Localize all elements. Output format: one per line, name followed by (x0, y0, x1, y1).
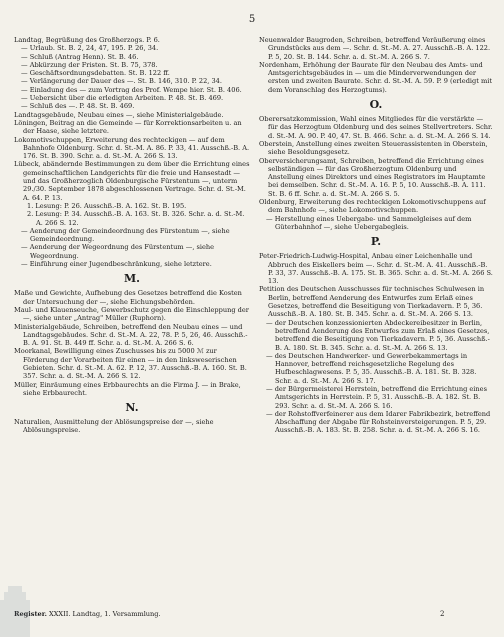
index-entry: — der Bürgermeisterei Herrstein, betreffend die Errichtung eines Amtsgerichts in Herrstein. P. 5, 31. Ausschß.-B. A. 182. St. B. 293. Schr. a. d. St.-M. A. 266 S. 16. (266, 384, 487, 410)
index-entry: Müller, Einräumung eines Erbbaurechts an die Firma J. — in Brake, siehe Erbbaurecht. (14, 380, 241, 397)
index-entry: Ministerialgebäude, Schreiben, betreffend den Neubau eines — und Landtagsgebäudes. Schr. d. St.-M. A. 22, 78. P. 5, 26, 46. Ausschß.-B. A. 91. St. B. 449 ff. Schr. a. d. St.-M. A. 266 S. 6. (14, 322, 248, 348)
index-entry: Neuenwalder Baugroden, Schreiben, betreffend Veräußerung eines Grundstücks aus dem —. Schr. d. St.-M. A. 27. Ausschß.-B. A. 122. P. 5, 20. St. B. 144. Schr. a. d. St.-M. A. 266 S. 7. (259, 36, 491, 61)
index-entry: — Geschäftsordnungsdebatten. St. B. 122 ff. (21, 69, 170, 78)
page-number: 5 (248, 14, 256, 25)
index-entry: 2. Lesung: P. 34. Ausschß.-B. A. 163. St. B. 326. Schr. a. d. St.-M. A. 266 S. 12. (27, 210, 245, 227)
footer-register (14, 610, 161, 618)
index-entry: Maul- und Klauenseuche, Gewerbschutz gegen die Einschleppung der —, siehe unter „Antrag" Müller (Ruphorn). (14, 305, 249, 323)
left-entries-l (14, 36, 250, 268)
index-entry: — der Deutschen konzessionierten Abdeckereibesitzer in Berlin, betreffend Aenderung des Entwurfes zum Erlaß eines Gesetzes, betreffend die Beseitigung von Tierkadavern. P. 5, 36. Ausschß.-B. A. 180. St. B. 345. Schr. a. d. St.-M. A. 266 S. 13. (266, 318, 490, 352)
index-entry: — Herstellung eines Uebergabe- und Sammelgleises auf dem Güterbahnhof —, siehe Uebergabegleis. (266, 214, 472, 231)
index-entry: Peter-Friedrich-Ludwig-Hospital, Anbau einer Leichenhalle und Abbruch des Eiskellers beim —. Schr. d. St.-M. A. 41. Ausschß.-B. P. 33, 37. Ausschß.-B. A. 175. St. B. 365. Schr. a. d. St.-M. A. 266 S. 13. (259, 252, 493, 286)
left-entries-n (14, 418, 250, 435)
index-entry: Naturalien, Ausmittelung der Ablösungspreise der —, siehe Ablösungspreise. (14, 418, 214, 435)
index-entry: — Abkürzung der Fristen. St. B. 75, 378. (21, 60, 158, 69)
right-column (259, 36, 493, 435)
session-label: XXXII. Landtag, 1. Versammlung. (49, 610, 161, 618)
index-entry: Oldenburg, Erweiterung des rechteckigen Lokomotivschuppens auf dem Bahnhofe —, siehe Lokomotivschuppen. (259, 198, 486, 215)
index-entry: Maße und Gewichte, Aufhebung des Gesetzes betreffend die Kosten der Untersuchung der —, siehe Eichungsbehörden. (14, 289, 242, 306)
index-entry: 1. Lesung: P. 26. Ausschß.-B. A. 162. St. B. 195. (27, 201, 187, 210)
right-entries-o (259, 115, 493, 231)
index-entry: — Aenderung der Wegeordnung des Fürstentum —, siehe Wegeordnung. (21, 243, 215, 260)
index-entry: Oberersatzkommission, Wahl eines Mitgliedes für die verstärkte — für das Herzogtum Oldenburg und des seines Stellvertreters. Schr. d. St.-M. A. 90. P. 40, 47. St. B. 466. Schr. a. d. St.-M. A. 266 S. 14. (259, 115, 493, 140)
sheet-number: 2 (440, 610, 445, 618)
index-entry: Löningen, Beitrag an die Gemeinde — für Korrektionsarbeiten u. an der Haase, siehe letztere. (14, 118, 242, 136)
index-entry: — Schluß (Antrag Henn). St. B. 46. (21, 52, 139, 61)
index-entry: Moorkanal, Bewilligung eines Zuschusses bis zu 5000 ℳ zur Förderung der Vorarbeiten für einen — in den linksweserischen Gebieten. Schr. d. St.-M. A. 62. P. 12, 37. Ausschß.-B. A. 160. St. B. 357. Schr. a. d. St.-M. A. 266 S. 12. (14, 347, 247, 381)
index-entry: — Verlängerung der Dauer des —. St. B. 146, 310. P. 22, 34. (21, 77, 222, 86)
index-entry: — Einladung des — zum Vortrag des Prof. Wempe hier. St. B. 406. (21, 85, 242, 94)
section-letter-o: O. (369, 98, 383, 112)
index-entry: — Schluß des —. P. 48. St. B. 469. (21, 102, 135, 111)
index-entry: — Aenderung der Gemeindeordnung des Fürstentum —, siehe Gemeindeordnung. (21, 226, 230, 244)
index-entry: Oberstein, Anstellung eines zweiten Steuerassistenten in Oberstein, siehe Besoldungsgesetz. (259, 139, 488, 157)
right-entries-p (259, 252, 493, 435)
left-column (14, 36, 250, 435)
section-letter-n: N. (125, 401, 139, 415)
index-entry: — des Deutschen Handwerker- und Gewerbekammertags in Hannover, betreffend reichsgesetzliche Regelung des Hufbeschlagwesens. P. 5, 35. Ausschß.-B. A. 181. St. B. 328. Schr. a. d. St.-M. A. 266 S. 17. (266, 351, 477, 385)
index-entry: Nordenham, Erhöhung der Baurate für den Neubau des Amts- und Amtsgerichtsgebäudes in — um die Minderverwendungen der ersten und zweiten Baurate. Schr. d. St.-M. A. 59. P. 9 (erledigt mit dem Voranschlag des Herzogtums). (259, 60, 493, 94)
index-entry: Landtagsgebäude, Neubau eines —, siehe Ministerialgebäude. (14, 110, 224, 119)
index-entry: — Urlaub. St. B. 2, 24, 47, 195. P. 26, 34. (21, 44, 159, 53)
index-entry: Lübeck, abändernde Bestimmungen zu dem über die Errichtung eines gemeinschaftlichen Landgerichts für die freie und Hansestadt — und das Großherzoglich Oldenburgische Fürstentum —, unterm 29./30. September 1878 abgeschlossenen Vertrage. Schr. d. St.-M. A. 64. P. 13. (14, 160, 250, 202)
register-label: Register. (14, 610, 47, 618)
right-entries-n (259, 36, 493, 94)
section-letter-m: M. (123, 272, 140, 286)
index-entry: Petition des Deutschen Ausschusses für technisches Schulwesen in Berlin, betreffend Aenderung des Entwurfes zum Erlaß eines Gesetzes, betreffend die Beseitigung von Tierkadavern. P. 5, 36. Ausschß.-B. A. 180. St. B. 345. Schr. a. d. St.-M. A. 266 S. 13. (259, 285, 485, 319)
index-entry: Landtag, Begrüßung des Großherzogs. P. 6. (14, 36, 160, 44)
index-entry: — Uebersicht über die erledigten Arbeiten. P. 48. St. B. 469. (21, 94, 224, 103)
index-entry: — Einführung einer Jugendbeschränkung, siehe letztere. (21, 260, 212, 269)
index-entry: Oberversicherungsamt, Schreiben, betreffend die Errichtung eines selbständigen — für das Großherzogtum Oldenburg und Anstellung eines Direktors und eines Registrators im Hauptamte bei demselben. Schr. d. St.-M. A. 16. P. 5, 10. Ausschß.-B. A. 111. St. B. 6 ff. Schr. a. d. St.-M. A. 266 S. 5. (259, 156, 486, 198)
index-entry: Lokomotivschuppen, Erweiterung des rechteckigen — auf dem Bahnhofe Oldenburg. Schr. d. St.-M. A. 86. P. 33, 41. Ausschß.-B. A. 176. St. B. 390. Schr. a. d. St.-M. A. 266 S. 13. (14, 135, 250, 161)
section-letter-p: P. (370, 235, 382, 249)
index-entry: — der Rohstoffverfeinerer aus dem Idarer Fabrikbezirk, betreffend Abschaffung der Abgabe für Rohsteinversteigerungen. P. 5, 29. Ausschß.-B. A. 183. St. B. 258. Schr. a. d. St.-M. A. 266 S. 16. (266, 409, 491, 435)
left-entries-m (14, 289, 250, 397)
